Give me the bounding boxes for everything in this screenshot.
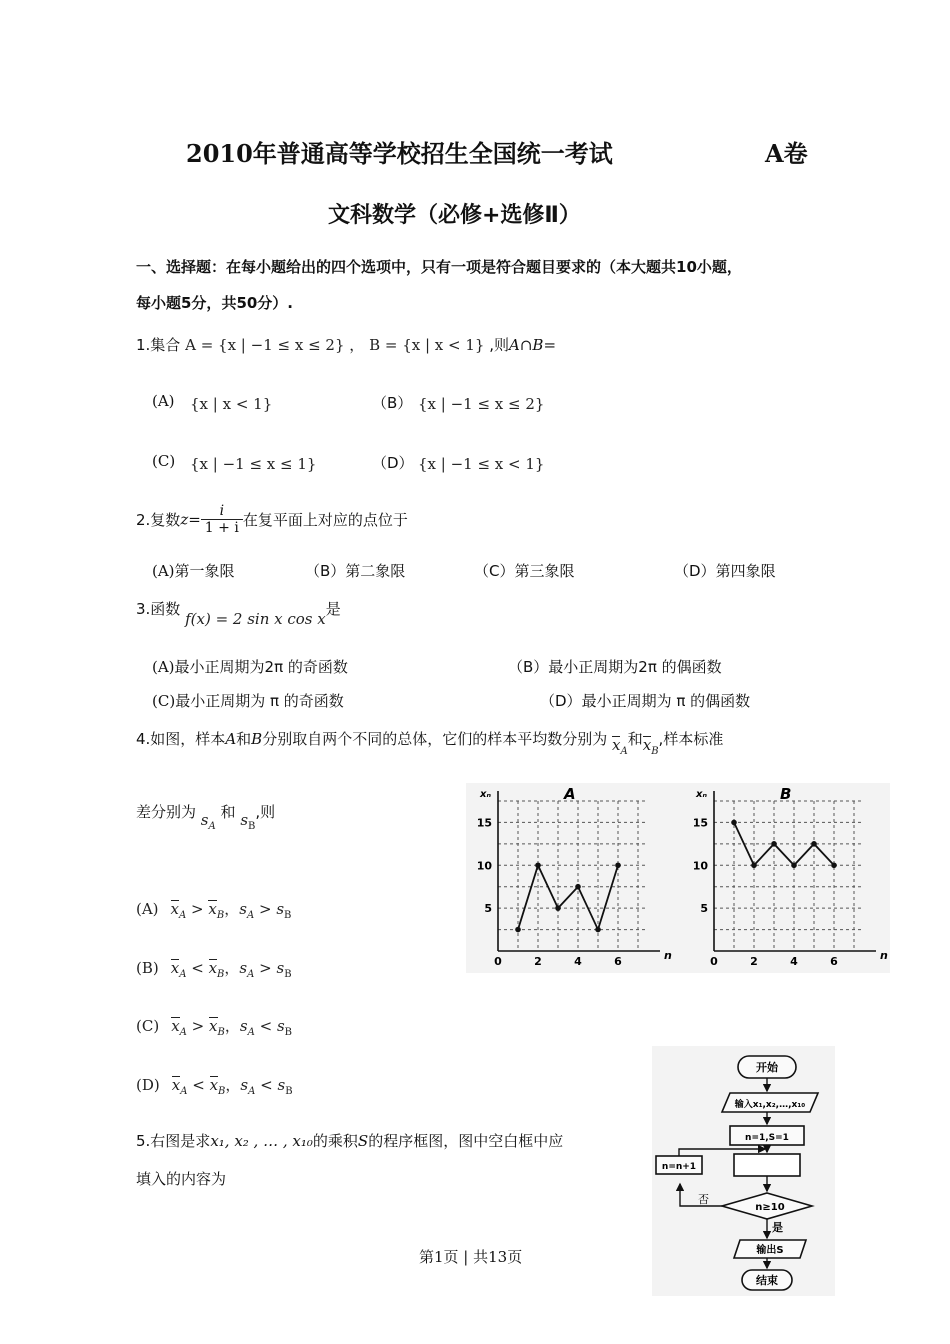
q4-text-c: ,样本标准 — [658, 730, 724, 748]
q4-opt-rel1: < — [191, 959, 204, 977]
chart-a-x-tick-label: 0 — [494, 955, 502, 968]
q4-opt-std-a-symbol: s — [239, 959, 248, 977]
q4-mean-a-sub: A — [620, 746, 628, 757]
q2-option-b — [305, 560, 405, 581]
q4-std-b-sub: B — [248, 821, 256, 832]
q4-mean-b — [642, 736, 659, 757]
q3-option-d — [540, 690, 750, 711]
chart-a-data-point — [555, 905, 561, 911]
flow-input-label: 输入x₁,x₂,…,x₁₀ — [734, 1100, 806, 1110]
q4-std-a-sub: A — [208, 821, 216, 832]
chart-a-title: A — [564, 785, 576, 803]
q4-mean-b-symbol: x — [642, 736, 652, 754]
question-5-stem-line1 — [136, 1130, 563, 1151]
chart-b-x-tick-label: 2 — [750, 955, 758, 968]
q4-opt-rel1: > — [191, 900, 204, 918]
q1-sep: ， — [349, 336, 365, 354]
chart-b-y-tick-label: 10 — [692, 859, 708, 873]
q1-expr: A∩B= — [509, 336, 557, 354]
q4-opt-std-b-sub: B — [285, 1086, 293, 1097]
question-2-stem — [136, 503, 408, 536]
q4-opt-mean-a-symbol: x — [170, 959, 180, 977]
q4-opt-rel2: > — [259, 959, 272, 977]
question-1-stem — [136, 334, 556, 355]
q3-option-d-text: 最小正周期为 π 的偶函数 — [581, 692, 751, 710]
q4-opt-std-b — [276, 900, 292, 921]
q2-option-b-text: 第二象限 — [345, 562, 406, 580]
q2-var: z= — [180, 510, 201, 529]
chart-b-data-point — [831, 862, 837, 868]
chart-b-x-tick-label: 0 — [710, 955, 718, 968]
q4-opt-comma: ， — [224, 1017, 240, 1035]
q4-opt-mean-a-symbol: x — [171, 1076, 181, 1094]
q4-sample-b: B — [251, 730, 263, 748]
flow-blank-box — [734, 1154, 800, 1176]
q2-option-c-text: 第三象限 — [514, 562, 575, 580]
q4-mean-b-sub: B — [651, 746, 659, 757]
q4-opt-std-b — [277, 1076, 293, 1097]
q4-opt-std-a — [239, 1017, 255, 1038]
q3-option-a — [152, 656, 348, 677]
exam-subtitle: 文科数学（必修+选修Ⅱ） — [328, 203, 581, 228]
chart-a-x-label: n — [664, 949, 672, 962]
q3-option-b-label: （B） — [508, 658, 549, 676]
q1-option-d-label: （D） — [372, 454, 414, 472]
q2-fraction — [201, 503, 243, 536]
q4-opt-comma: ， — [224, 959, 240, 977]
q4-opt-std-a-sub: A — [248, 1086, 256, 1097]
q4-opt-mean-a-sub: A — [180, 1086, 188, 1097]
q5-flowchart-svg — [652, 1046, 835, 1296]
q4-opt-comma: ， — [225, 1076, 241, 1094]
q4-text-a: 4.如图，样本 — [136, 730, 226, 748]
q2-option-d — [674, 560, 776, 581]
q4-option-b — [136, 957, 292, 980]
chart-b-title: B — [780, 785, 792, 803]
flow-update-label: n=n+1 — [661, 1162, 697, 1172]
q4-opt-comma: ， — [224, 900, 240, 918]
q3-option-b — [508, 656, 722, 677]
q4-std-b-symbol: s — [240, 811, 249, 829]
q5-text-c: 的程序框图，图中空白框中应 — [368, 1132, 564, 1150]
q4-opt-std-b-sub: B — [284, 910, 292, 921]
q4-mean-a-symbol: x — [612, 736, 621, 754]
q4-opt-std-b-sub: B — [284, 969, 292, 980]
chart-a-data-point — [615, 862, 621, 868]
q5-S: S — [357, 1132, 369, 1150]
chart-b-x-label: n — [880, 949, 888, 962]
q2-option-a-label: (A) — [152, 562, 175, 580]
q4-std-a — [200, 811, 216, 832]
q4-opt-std-a — [239, 959, 255, 980]
chart-a-data-point — [575, 884, 581, 890]
q4-opt-std-a-symbol: s — [240, 1076, 249, 1094]
q4-opt-mean-b-symbol: x — [208, 900, 217, 918]
flow-condition-label: n≥10 — [755, 1202, 785, 1213]
q1-suffix: ,则 — [489, 336, 510, 354]
q1-prefix: 1.集合 — [136, 336, 181, 354]
q1-option-b-label: （B） — [372, 394, 413, 412]
q2-option-d-label: （D） — [674, 562, 716, 580]
q4-line2-b: ,则 — [255, 803, 276, 821]
q4-option-label: (C) — [136, 1017, 160, 1035]
q2-option-c-label: （C） — [474, 562, 515, 580]
chart-a-y-tick-label: 15 — [476, 816, 492, 830]
q4-opt-mean-b — [209, 1017, 225, 1038]
q4-and: 和 — [236, 730, 252, 748]
q3-expr: f(x) = 2 sin x cos x — [185, 610, 326, 628]
chart-a-y-tick-label: 10 — [476, 859, 492, 873]
q2-suffix: 在复平面上对应的点位于 — [242, 511, 408, 529]
chart-a-series-line — [518, 865, 618, 929]
section-instructions-line2: 每小题5分，共50分）. — [136, 294, 294, 312]
q5-vars: x₁, x₂ , … , x₁₀ — [210, 1132, 313, 1150]
q4-opt-mean-b-sub: B — [218, 1086, 226, 1097]
section-instructions-line1: 一、选择题：在每小题给出的四个选项中，只有一项是符合题目要求的（本大题共10小题， — [136, 258, 742, 276]
q3-option-a-label: (A) — [152, 658, 175, 676]
q4-opt-mean-b — [208, 959, 225, 980]
q4-opt-std-b-symbol: s — [276, 1017, 285, 1035]
q4-he: 和 — [627, 730, 643, 748]
chart-b-data-point — [791, 862, 797, 868]
q3-option-c-label: (C) — [152, 692, 176, 710]
q3-option-b-text: 最小正周期为2π 的偶函数 — [548, 658, 722, 676]
q4-option-a — [136, 898, 291, 921]
q2-denominator: 1 + i — [204, 520, 239, 536]
question-4-stem-line1 — [136, 728, 724, 757]
q4-opt-mean-b-sub: B — [216, 910, 225, 921]
chart-b-y-tick-label: 15 — [692, 816, 708, 830]
q4-opt-mean-a-sub: A — [179, 1027, 187, 1038]
flow-end-label: 结束 — [756, 1274, 778, 1287]
q4-opt-mean-b-symbol: x — [208, 959, 218, 977]
q2-prefix: 2.复数 — [136, 511, 181, 529]
q4-line2-he: 和 — [220, 803, 236, 821]
q4-opt-rel1: > — [191, 1017, 205, 1035]
q4-opt-mean-a-sub: A — [179, 969, 187, 980]
q4-opt-rel2: < — [259, 1017, 273, 1035]
question-3-stem — [136, 598, 341, 628]
q4-opt-mean-a-symbol: x — [171, 1017, 180, 1035]
q4-opt-mean-a-symbol: x — [170, 900, 180, 918]
chart-b-data-point — [731, 820, 737, 826]
q4-option-label: (D) — [136, 1076, 160, 1094]
q2-option-d-text: 第四象限 — [715, 562, 776, 580]
q4-opt-mean-a — [170, 900, 187, 921]
q4-sample-a: A — [225, 730, 237, 748]
q4-line2-a: 差分别为 — [136, 803, 197, 821]
flow-init-label: n=1,S=1 — [745, 1133, 789, 1143]
q4-mean-a — [612, 736, 628, 757]
q4-opt-rel2: < — [260, 1076, 273, 1094]
q1-option-a-label: (A) — [152, 392, 175, 410]
q4-opt-mean-b-symbol: x — [209, 1076, 219, 1094]
chart-a-data-point — [595, 927, 601, 933]
question-4-stem-line2 — [136, 801, 276, 832]
q4-option-label: (B) — [136, 959, 159, 977]
q4-opt-std-b — [276, 959, 292, 980]
chart-b-data-point — [771, 841, 777, 847]
chart-b-y-tick-label: 5 — [700, 902, 708, 916]
q4-opt-std-a-sub: A — [247, 1027, 255, 1038]
q2-option-c — [474, 560, 575, 581]
q4-opt-mean-b-symbol: x — [209, 1017, 218, 1035]
q1-option-c-label: (C) — [152, 452, 176, 470]
q4-opt-mean-a — [170, 959, 187, 980]
chart-b-y-label: xₙ — [696, 789, 708, 800]
chart-a-x-tick-label: 4 — [574, 955, 582, 968]
q4-opt-mean-a-sub: A — [179, 910, 187, 921]
chart-a-data-point — [515, 927, 521, 933]
q1-option-b-text: {x | −1 ≤ x ≤ 2} — [418, 395, 545, 413]
q4-std-a-symbol: s — [200, 811, 209, 829]
q4-opt-std-b-symbol: s — [276, 959, 285, 977]
q4-opt-mean-a — [171, 1017, 187, 1038]
q4-opt-mean-b-sub: B — [217, 1027, 225, 1038]
q4-std-b — [240, 811, 256, 832]
chart-a-y-tick-label: 5 — [484, 902, 492, 916]
q4-option-label: (A) — [136, 900, 159, 918]
q5-flowchart-figure — [652, 1046, 835, 1296]
exam-volume: A卷 — [765, 139, 808, 168]
q4-option-d — [136, 1074, 293, 1097]
flow-start-label: 开始 — [756, 1061, 778, 1074]
flow-output-label: 输出S — [756, 1245, 784, 1256]
q2-option-b-label: （B） — [305, 562, 346, 580]
q4-option-c — [136, 1015, 292, 1038]
q4-charts-svg — [466, 783, 890, 973]
q2-option-a-text: 第一象限 — [174, 562, 235, 580]
q4-opt-std-b-symbol: s — [276, 900, 285, 918]
q2-option-a — [152, 560, 235, 581]
flow-yes-label: 是 — [772, 1221, 783, 1234]
q4-opt-mean-a — [171, 1076, 188, 1097]
q4-opt-std-b-symbol: s — [277, 1076, 286, 1094]
chart-a-x-tick-label: 6 — [614, 955, 622, 968]
q4-opt-mean-b — [208, 900, 225, 921]
q5-text-b: 的乘积 — [312, 1132, 358, 1150]
q3-prefix: 3.函数 — [136, 600, 181, 618]
chart-a-data-point — [535, 862, 541, 868]
chart-b-data-point — [811, 841, 817, 847]
q1-set-b: B = {x | x < 1} — [369, 336, 485, 354]
chart-b-x-tick-label: 4 — [790, 955, 798, 968]
q3-option-c-text: 最小正周期为 π 的奇函数 — [175, 692, 344, 710]
q4-opt-std-b-sub: B — [284, 1027, 293, 1038]
chart-a-y-label: xₙ — [480, 789, 492, 800]
q3-option-a-text: 最小正周期为2π 的奇函数 — [174, 658, 348, 676]
q1-option-d-text: {x | −1 ≤ x < 1} — [418, 455, 545, 473]
page-footer: 第1页 | 共13页 — [419, 1248, 523, 1266]
q4-opt-rel2: > — [258, 900, 272, 918]
q1-set-a: A = {x | −1 ≤ x ≤ 2} — [185, 336, 345, 354]
q5-text-a: 5.右图是求 — [136, 1132, 211, 1150]
q4-opt-std-a — [240, 1076, 256, 1097]
q4-opt-std-a — [239, 900, 255, 921]
q1-option-a-text: {x | x < 1} — [190, 395, 273, 413]
q3-suffix: 是 — [325, 600, 341, 618]
q4-opt-mean-b-sub: B — [217, 969, 225, 980]
q1-option-c-text: {x | −1 ≤ x ≤ 1} — [190, 455, 317, 473]
flow-no-label: 否 — [698, 1193, 709, 1206]
q4-opt-std-a-symbol: s — [239, 1017, 248, 1035]
q4-opt-std-a-symbol: s — [239, 900, 247, 918]
question-5-stem-line2: 填入的内容为 — [136, 1170, 227, 1188]
q4-opt-std-b — [276, 1017, 293, 1038]
q2-numerator: i — [201, 503, 243, 520]
q4-opt-rel1: < — [192, 1076, 205, 1094]
chart-b-data-point — [751, 862, 757, 868]
exam-title: 2010年普通高等学校招生全国统一考试 — [186, 139, 613, 168]
q4-charts-figure — [466, 783, 890, 973]
q3-option-d-label: （D） — [540, 692, 582, 710]
chart-b-x-tick-label: 6 — [830, 955, 838, 968]
chart-a-x-tick-label: 2 — [534, 955, 542, 968]
q4-opt-std-a-sub: A — [247, 969, 255, 980]
q4-text-b: 分别取自两个不同的总体，它们的样本平均数分别为 — [262, 730, 608, 748]
q3-option-c — [152, 690, 344, 711]
q4-opt-std-a-sub: A — [246, 910, 255, 921]
q4-opt-mean-b — [209, 1076, 226, 1097]
